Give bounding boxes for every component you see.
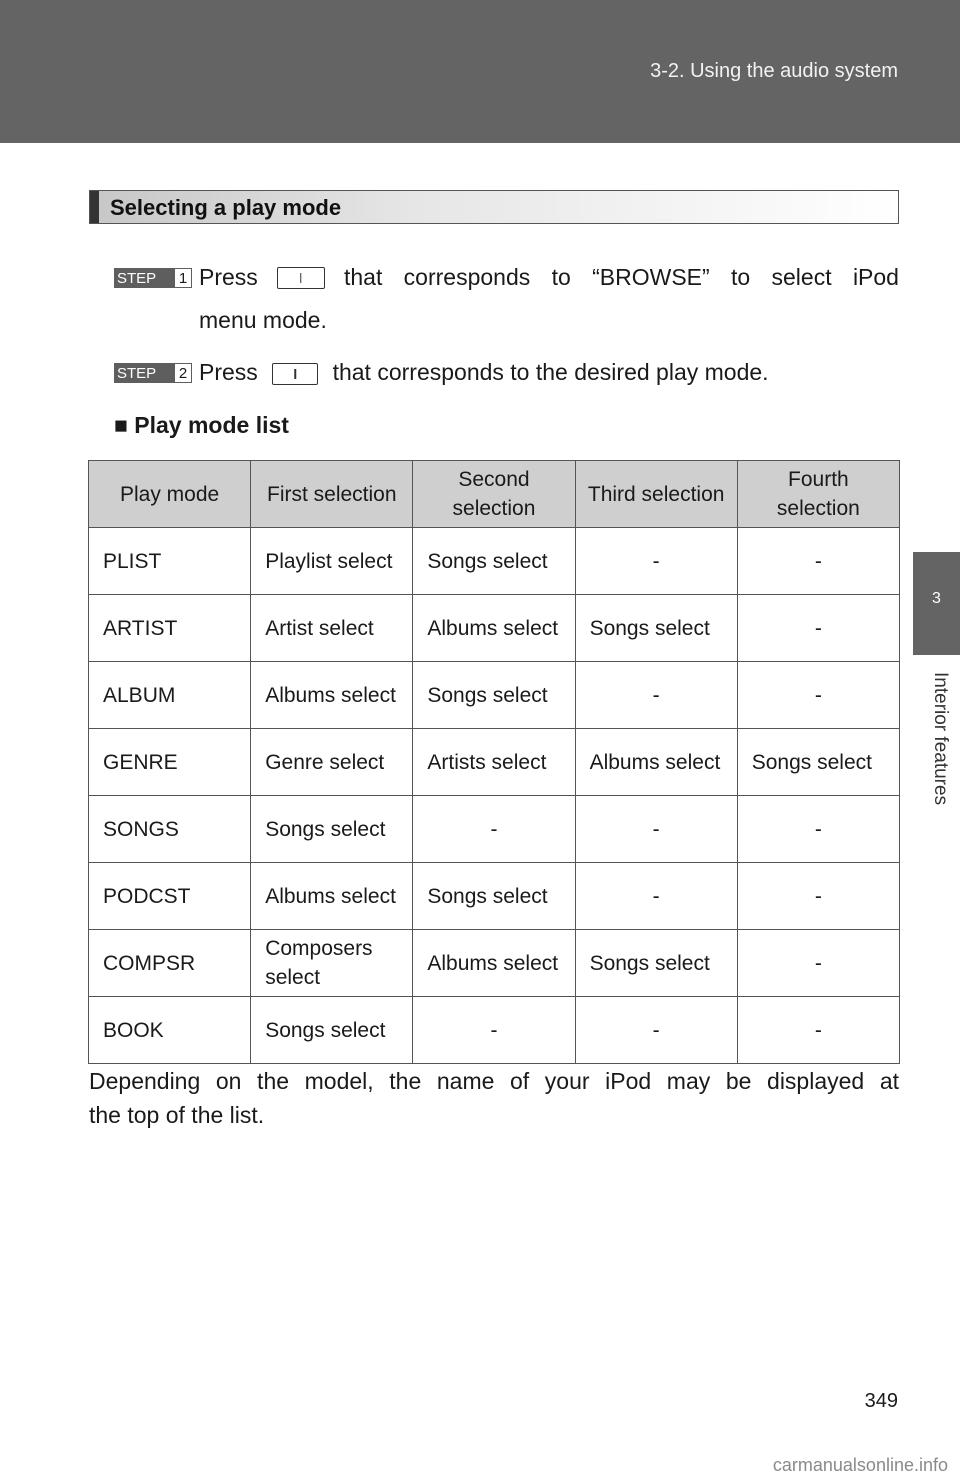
selection-cell: - [575, 528, 737, 595]
play-mode-cell: GENRE [89, 729, 251, 796]
selection-cell: - [737, 595, 899, 662]
table-row [89, 528, 900, 595]
table-row [89, 863, 900, 930]
table-header-row [89, 461, 900, 528]
selection-cell: Songs select [575, 930, 737, 997]
table-row [89, 997, 900, 1064]
table-row [89, 729, 900, 796]
selection-cell: Songs select [575, 595, 737, 662]
play-mode-cell: PODCST [89, 863, 251, 930]
selection-cell: Composers select [251, 930, 413, 997]
header-first-selection: First selection [251, 461, 413, 528]
selection-cell: - [737, 863, 899, 930]
watermark: carmanualsonline.info [772, 1455, 948, 1475]
chapter-side-label: Interior features [930, 672, 951, 806]
selection-cell: Playlist select [251, 528, 413, 595]
selection-cell: - [737, 662, 899, 729]
step-1-text-continued: menu mode. [199, 307, 327, 333]
step-2-text: Press that corresponds to the desired play mode. [199, 359, 769, 385]
tune-button-icon [272, 363, 318, 385]
table-row [89, 930, 900, 997]
section-heading [89, 190, 899, 224]
play-mode-list-heading: ■ Play mode list [114, 412, 289, 438]
selection-cell: - [575, 662, 737, 729]
table-row [89, 595, 900, 662]
selection-cell: Albums select [575, 729, 737, 796]
note-line-1: Depending on the model, the name of your iPod may be displayed at [89, 1068, 899, 1094]
play-mode-cell: ALBUM [89, 662, 251, 729]
selection-cell: Songs select [251, 796, 413, 863]
selection-cell: Songs select [413, 863, 575, 930]
table-row [89, 796, 900, 863]
selection-cell: Songs select [413, 662, 575, 729]
play-mode-cell: BOOK [89, 997, 251, 1064]
selection-cell: - [737, 930, 899, 997]
selection-cell: - [413, 796, 575, 863]
section-heading-text: Selecting a play mode [110, 195, 342, 220]
selection-cell: Artist select [251, 595, 413, 662]
step-1-badge: STEP 1 [114, 268, 192, 288]
selection-cell: Genre select [251, 729, 413, 796]
table-row [89, 662, 900, 729]
selection-cell: - [575, 997, 737, 1064]
selection-cell: Artists select [413, 729, 575, 796]
selection-cell: - [737, 528, 899, 595]
selection-cell: Albums select [413, 595, 575, 662]
header-third-selection: Third selection [575, 461, 737, 528]
selection-cell: - [413, 997, 575, 1064]
chapter-number: 3 [932, 590, 941, 607]
play-mode-cell: SONGS [89, 796, 251, 863]
play-mode-cell: ARTIST [89, 595, 251, 662]
selection-cell: - [575, 796, 737, 863]
play-mode-cell: COMPSR [89, 930, 251, 997]
note-line-2: the top of the list. [89, 1102, 265, 1128]
selection-cell: Songs select [251, 997, 413, 1064]
step-1-text: Press that corresponds to “BROWSE” to select iPod [199, 264, 899, 290]
selection-cell: Albums select [251, 863, 413, 930]
selection-cell: - [737, 796, 899, 863]
header-second-selection: Second selection [413, 461, 575, 528]
header-play-mode: Play mode [89, 461, 251, 528]
header-fourth-selection: Fourth selection [737, 461, 899, 528]
selection-cell: Albums select [251, 662, 413, 729]
selection-cell: - [737, 997, 899, 1064]
chapter-title: 3-2. Using the audio system [650, 60, 898, 82]
step-2-badge: STEP 2 [114, 363, 192, 383]
selection-cell: - [575, 863, 737, 930]
selection-cell: Albums select [413, 930, 575, 997]
play-mode-table [88, 460, 900, 1064]
selection-cell: Songs select [413, 528, 575, 595]
play-mode-cell: PLIST [89, 528, 251, 595]
tune-button-icon [277, 267, 325, 289]
selection-cell: Songs select [737, 729, 899, 796]
page-number: 349 [864, 1390, 898, 1412]
